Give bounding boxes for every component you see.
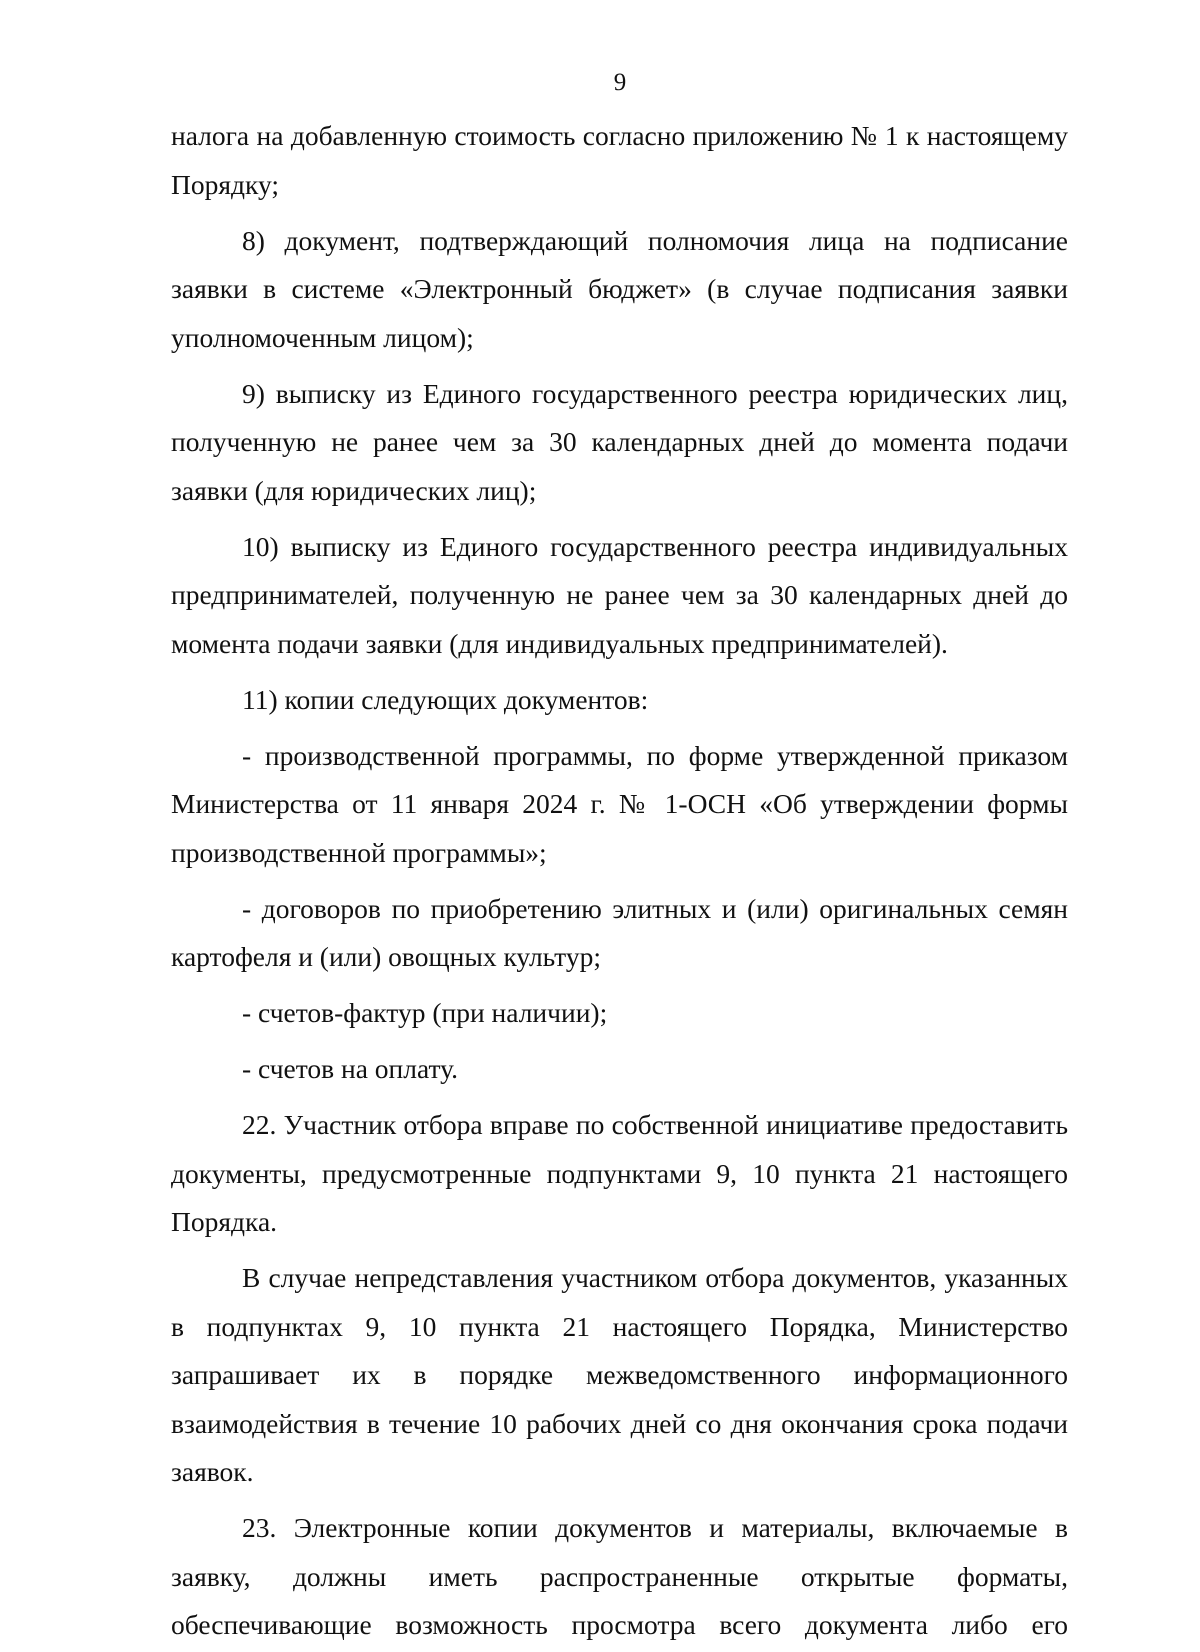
- paragraph-item-11: 11) копии следующих документов:: [242, 683, 649, 715]
- paragraph-interagency-request: В случае непредставления участником отбора документов, указанных в подпунктах 9, 10 пункта 21 настоящего Порядка, Министерство запрашивает их в порядке межведомственного информационного взаимодействия в течение 10 рабочих дней со дня окончания срока подачи заявок.: [171, 1262, 1068, 1487]
- paragraph-clause-23: 23. Электронные копии документов и материалы, включаемые в заявку, должны иметь распространенные открытые форматы, обеспечивающие возможность просмотра всего документа либо его: [171, 1512, 1068, 1640]
- paragraph-production-program: - производственной программы, по форме утвержденной приказом Министерства от 11 января 2024 г. № 1-ОСН «Об утверждении формы производственной программы»;: [171, 739, 1068, 868]
- paragraph-item-8: 8) документ, подтверждающий полномочия лица на подписание заявки в системе «Электронный бюджет» (в случае подписания заявки уполномоченным лицом);: [171, 224, 1068, 353]
- paragraph-vat-continuation: налога на добавленную стоимость согласно приложению № 1 к настоящему Порядку;: [171, 120, 1068, 200]
- paragraph-item-10: 10) выписку из Единого государственного реестра индивидуальных предпринимателей, полученную не ранее чем за 30 календарных дней до момента подачи заявки (для индивидуальных предпринимателей).: [171, 530, 1068, 659]
- paragraph-clause-22: 22. Участник отбора вправе по собственной инициативе предоставить документы, предусмотренные подпунктами 9, 10 пункта 21 настоящего Порядка.: [171, 1109, 1068, 1237]
- page-number: 9: [613, 69, 627, 96]
- paragraph-invoices: - счетов-фактур (при наличии);: [242, 997, 608, 1028]
- paragraph-item-9: 9) выписку из Единого государственного реестра юридических лиц, полученную не ранее чем за 30 календарных дней до момента подачи заявки (для юридических лиц);: [171, 377, 1068, 506]
- paragraph-payment-bills: - счетов на оплату.: [242, 1053, 458, 1084]
- paragraph-seed-contracts: - договоров по приобретению элитных и (или) оригинальных семян картофеля и (или) овощных культур;: [171, 892, 1068, 972]
- document-body: [171, 112, 1068, 1650]
